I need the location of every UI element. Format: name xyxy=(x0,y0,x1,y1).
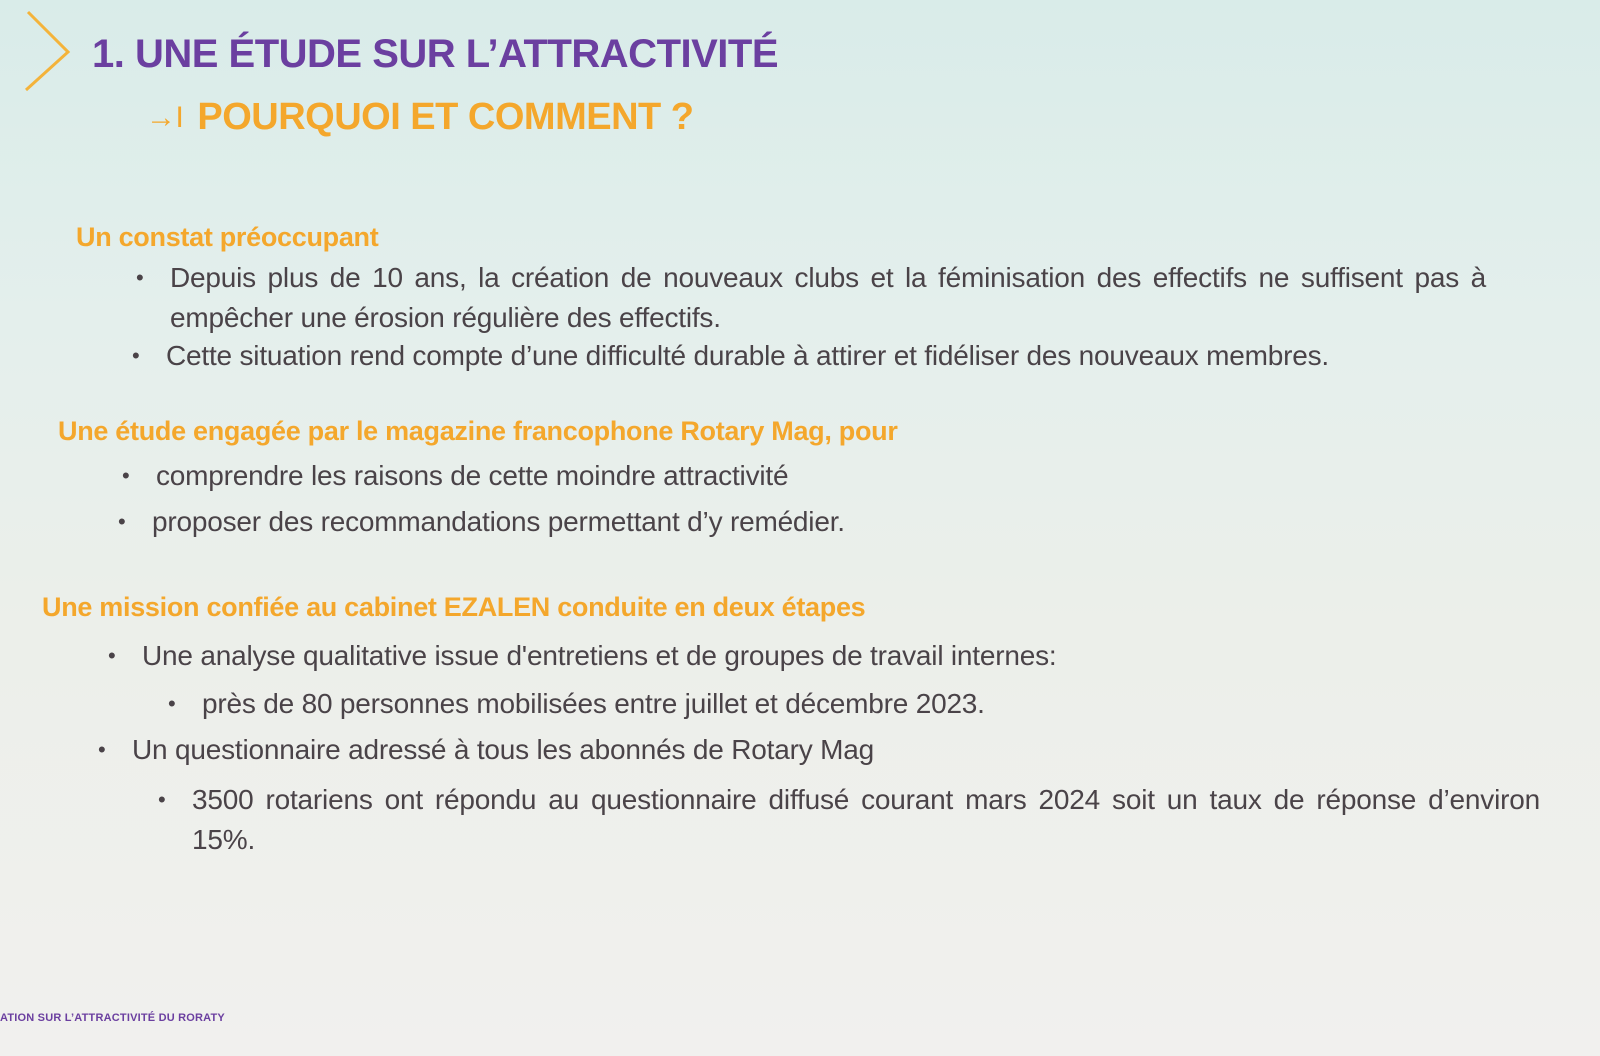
bullet-icon: • xyxy=(108,643,116,668)
list-item: • comprendre les raisons de cette moindre attractivité xyxy=(156,456,1456,496)
list-item: • près de 80 personnes mobilisées entre juillet et décembre 2023. xyxy=(202,684,1502,724)
bullet-icon: • xyxy=(132,343,140,368)
bullet-icon: • xyxy=(168,691,176,716)
section-heading-constat: Un constat préoccupant xyxy=(76,222,379,252)
footer-text: ATION SUR L’ATTRACTIVITÉ DU RORATY xyxy=(0,1012,225,1024)
bullet-icon: • xyxy=(136,265,144,290)
list-item: • 3500 rotariens ont répondu au questionnaire diffusé courant mars 2024 soit un taux de réponse d’environ 15%. xyxy=(192,780,1540,860)
section-heading-etude: Une étude engagée par le magazine francophone Rotary Mag, pour xyxy=(58,416,898,446)
bullet-icon: • xyxy=(118,509,126,534)
list-item: • Cette situation rend compte d’une difficulté durable à attirer et fidéliser des nouveaux membres. xyxy=(166,336,1486,376)
bullet-icon: • xyxy=(158,787,166,812)
bullet-icon: • xyxy=(98,737,106,762)
chevron-icon xyxy=(22,8,76,92)
slide-subtitle xyxy=(146,96,694,139)
slide-title: 1. UNE ÉTUDE SUR L’ATTRACTIVITÉ xyxy=(92,32,779,76)
bullet-icon: • xyxy=(122,463,130,488)
section-heading-mission: Une mission confiée au cabinet EZALEN conduite en deux étapes xyxy=(42,592,866,622)
list-item: • Un questionnaire adressé à tous les abonnés de Rotary Mag xyxy=(132,730,1452,770)
list-item: • Une analyse qualitative issue d'entretiens et de groupes de travail internes: xyxy=(142,636,1462,676)
arrow-to-bar-icon: →I xyxy=(146,100,184,134)
subtitle-text: POURQUOI ET COMMENT ? xyxy=(197,96,694,138)
list-item: • proposer des recommandations permettant d’y remédier. xyxy=(152,502,1452,542)
list-item: • Depuis plus de 10 ans, la création de nouveaux clubs et la féminisation des effectifs ne suffisent pas à empêcher une érosion régulière des effectifs. xyxy=(170,258,1486,338)
